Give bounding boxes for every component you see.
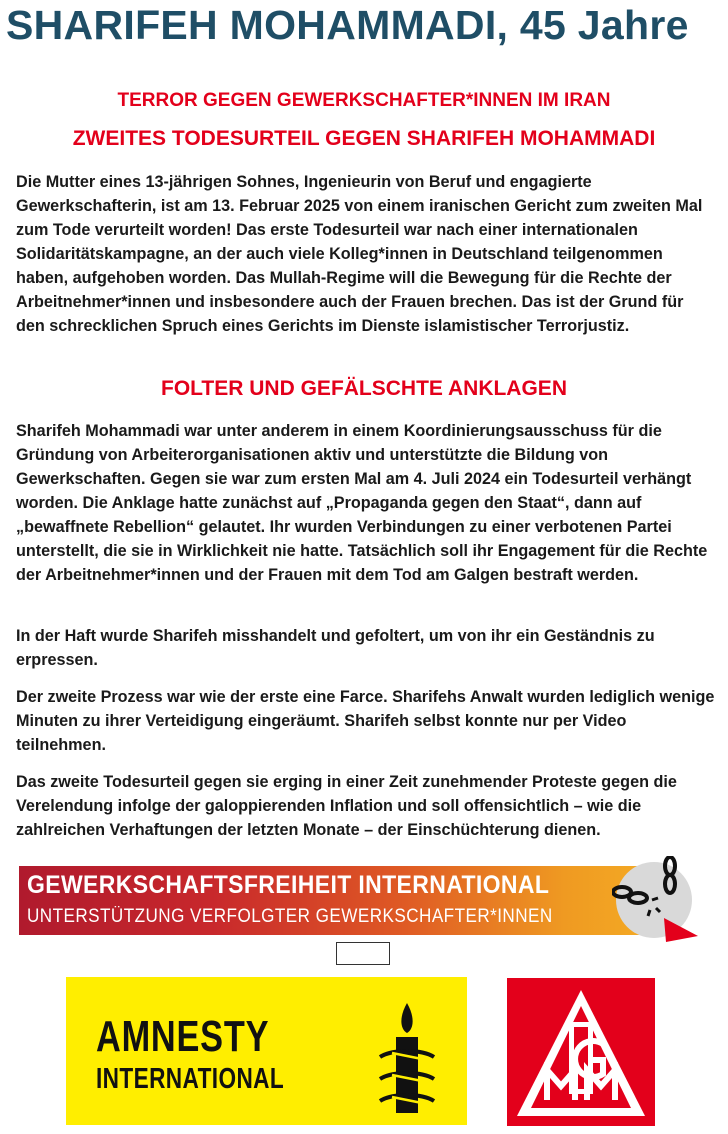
broken-chain-icon [612, 856, 698, 942]
heading-torture: FOLTER UND GEFÄLSCHTE ANKLAGEN [161, 377, 567, 400]
paragraph-trial: Der zweite Prozess war wie der erste eine Farce. Sharifehs Anwalt wurden lediglich wenige Minuten zu ihrer Verteidigung eingeräumt. Sharifeh selbst konnte nur per Video teilnehmen. [16, 688, 715, 754]
amnesty-international-logo [66, 977, 467, 1125]
page-title: SHARIFEH MOHAMMADI, 45 Jahre [6, 2, 689, 48]
amnesty-logo-line1: AMNESTY [96, 1012, 270, 1061]
heading-second-death-sentence: ZWEITES TODESURTEIL GEGEN SHARIFEH MOHAMMADI [72, 127, 656, 150]
empty-box [336, 942, 390, 965]
heading-terror: TERROR GEGEN GEWERKSCHAFTER*INNEN IM IRAN [117, 90, 611, 111]
paragraph-charges: Sharifeh Mohammadi war unter anderem in einem Koordinierungsausschuss für die Gründung von Arbeiterorganisationen aktiv und unterstützte die Bildung von Gewerkschaften. Gegen sie war zum ersten Mal am 4. Juli 2024 ein Todesurteil verhängt worden. Die Anklage hatte zunächst auf „Propaganda gegen den Staat“, dann auf „bewaffnete Rebellion“ gelautet. Ihr wurden Verbindungen zu einer verbotenen Partei unterstellt, die sie in Wirklichkeit nie hatte. Tatsächlich soll ihr Engagement für die Rechte der Arbeitnehmer*innen und der Frauen mit dem Tod am Galgen bestraft werden. [16, 422, 708, 584]
paragraph-intro: Die Mutter eines 13-jährigen Sohnes, Ingenieurin von Beruf und engagierte Gewerkschafterin, ist am 13. Februar 2025 von einem iranischen Gericht zum zweiten Mal zum Tode verurteilt worden! Das erste Todesurteil war nach einer internationalen Solidaritätskampagne, an der auch viele Kolleg*innen in Deutschland teilgenommen haben, aufgehoben worden. Das Mullah-Regime will die Bewegung für die Rechte der Arbeitnehmer*innen und insbesondere auch der Frauen brechen. Das ist der Grund für den schrecklichen Spruch eines Gerichts im Dienste islamistischer Terrorjustiz. [16, 173, 703, 335]
union-freedom-banner [19, 866, 661, 935]
amnesty-logo-line2: INTERNATIONAL [96, 1063, 285, 1095]
banner-subtitle: UNTERSTÜTZUNG VERFOLGTER GEWERKSCHAFTER*INNEN [27, 906, 553, 927]
ig-metall-logo [507, 978, 655, 1126]
candle-barbed-wire-icon [372, 997, 442, 1117]
banner-title: GEWERKSCHAFTSFREIHEIT INTERNATIONAL [27, 871, 550, 899]
paragraph-custody: In der Haft wurde Sharifeh misshandelt und gefoltert, um von ihr ein Geständnis zu erpressen. [16, 627, 655, 669]
paragraph-context: Das zweite Todesurteil gegen sie erging in einer Zeit zunehmender Proteste gegen die Verelendung infolge der galoppierenden Inflation und soll offensichtlich – wie die zahlreichen Verhaftungen der letzten Monate – der Einschüchterung dienen. [16, 773, 677, 839]
